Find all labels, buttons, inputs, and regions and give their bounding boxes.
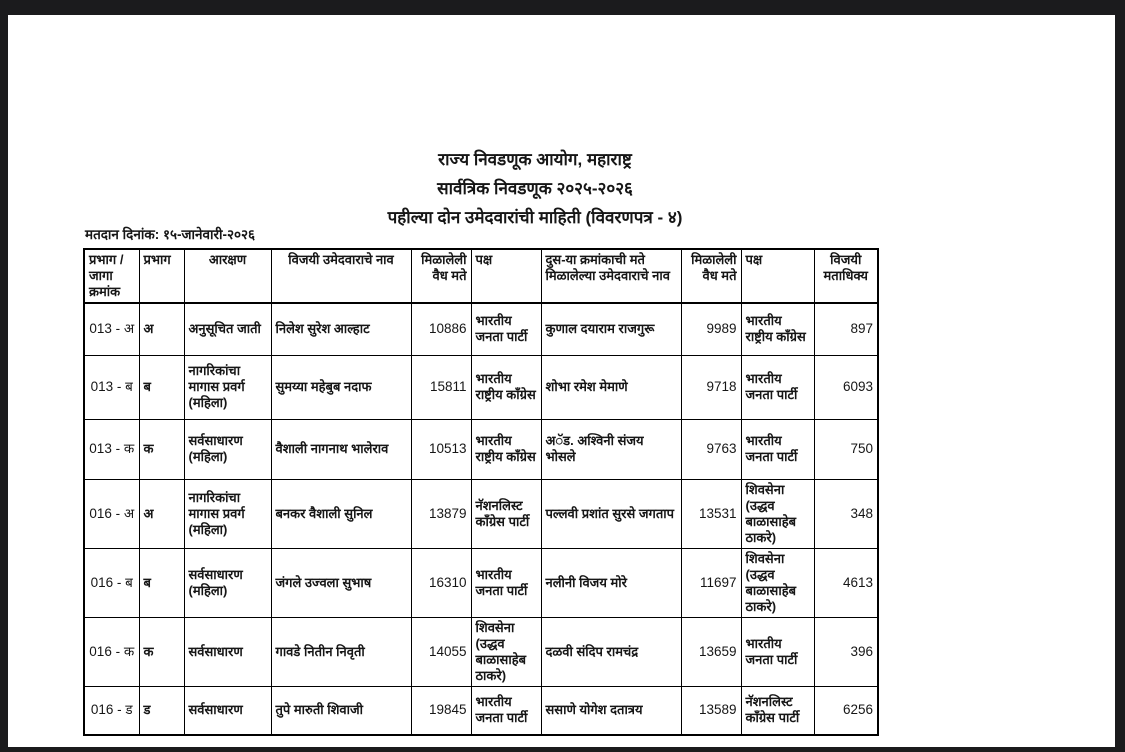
header-runnerup-name: दुस-या क्रमांकाची मते मिळालेल्या उमेदवाराचे नाव xyxy=(541,249,681,303)
cell-reservation: नागरिकांचा मागास प्रवर्ग (महिला) xyxy=(184,355,271,419)
header-ward-seat-no: प्रभाग / जागा क्रमांक xyxy=(84,249,139,303)
cell-ward: ड xyxy=(139,686,184,735)
header-ward: प्रभाग xyxy=(139,249,184,303)
cell-victory-margin: 897 xyxy=(814,303,878,355)
cell-winner-name: निलेश सुरेश आल्हाट xyxy=(271,303,411,355)
header-victory-margin: विजयी मताधिक्य xyxy=(814,249,878,303)
polling-date: मतदान दिनांक: १५-जानेवारी-२०२६ xyxy=(85,227,256,242)
cell-victory-margin: 4613 xyxy=(814,548,878,617)
cell-runnerup-votes: 13531 xyxy=(681,479,741,548)
table-header-row xyxy=(84,249,878,303)
table-row xyxy=(84,617,878,686)
cell-reservation: सर्वसाधारण xyxy=(184,686,271,735)
table-row xyxy=(84,686,878,735)
cell-winner-party: भारतीय जनता पार्टी xyxy=(471,548,541,617)
cell-winner-votes: 10513 xyxy=(411,419,471,479)
cell-ward: अ xyxy=(139,479,184,548)
cell-runnerup-party: भारतीय जनता पार्टी xyxy=(741,355,814,419)
cell-winner-votes: 19845 xyxy=(411,686,471,735)
cell-winner-votes: 13879 xyxy=(411,479,471,548)
cell-winner-votes: 15811 xyxy=(411,355,471,419)
cell-reservation: सर्वसाधारण (महिला) xyxy=(184,419,271,479)
header-winner-votes: मिळालेली वैध मते xyxy=(411,249,471,303)
cell-ward: अ xyxy=(139,303,184,355)
title-statement: पहील्या दोन उमेदवारांची माहिती (विवरणपत्र - ४) xyxy=(387,208,683,227)
cell-winner-party: शिवसेना (उद्धव बाळासाहेब ठाकरे) xyxy=(471,617,541,686)
cell-runnerup-party: भारतीय राष्ट्रीय काँग्रेस xyxy=(741,303,814,355)
cell-winner-votes: 16310 xyxy=(411,548,471,617)
cell-runnerup-votes: 13659 xyxy=(681,617,741,686)
cell-runnerup-party: नॅशनलिस्ट काँग्रेस पार्टी xyxy=(741,686,814,735)
cell-runnerup-party: भारतीय जनता पार्टी xyxy=(741,419,814,479)
cell-winner-party: भारतीय राष्ट्रीय काँग्रेस xyxy=(471,355,541,419)
cell-victory-margin: 348 xyxy=(814,479,878,548)
cell-winner-votes: 10886 xyxy=(411,303,471,355)
cell-victory-margin: 396 xyxy=(814,617,878,686)
cell-runnerup-name: नलीनी विजय मोरे xyxy=(541,548,681,617)
table-row xyxy=(84,303,878,355)
cell-reservation: अनुसूचित जाती xyxy=(184,303,271,355)
cell-runnerup-votes: 9718 xyxy=(681,355,741,419)
cell-winner-party: भारतीय जनता पार्टी xyxy=(471,303,541,355)
cell-runnerup-name: कुणाल दयाराम राजगुरू xyxy=(541,303,681,355)
cell-ward-seat-no: 016 - ड xyxy=(84,686,139,735)
cell-runnerup-party: शिवसेना (उद्धव बाळासाहेब ठाकरे) xyxy=(741,548,814,617)
cell-ward: ब xyxy=(139,355,184,419)
header-runnerup-party: पक्ष xyxy=(741,249,814,303)
cell-winner-votes: 14055 xyxy=(411,617,471,686)
cell-ward-seat-no: 016 - ब xyxy=(84,548,139,617)
cell-runnerup-name: अॅड. अश्विनी संजय भोसले xyxy=(541,419,681,479)
header-winner-name: विजयी उमेदवाराचे नाव xyxy=(271,249,411,303)
cell-winner-name: गावडे नितीन निवृती xyxy=(271,617,411,686)
header-reservation: आरक्षण xyxy=(184,249,271,303)
cell-winner-name: बनकर वैशाली सुनिल xyxy=(271,479,411,548)
cell-runnerup-party: भारतीय जनता पार्टी xyxy=(741,617,814,686)
cell-ward-seat-no: 016 - अ xyxy=(84,479,139,548)
cell-victory-margin: 6256 xyxy=(814,686,878,735)
cell-runnerup-name: ससाणे योगेश दतात्रय xyxy=(541,686,681,735)
table-row xyxy=(84,419,878,479)
cell-ward: क xyxy=(139,617,184,686)
cell-winner-name: सुमय्या महेबुब नदाफ xyxy=(271,355,411,419)
cell-winner-name: जंगले उज्वला सुभाष xyxy=(271,548,411,617)
cell-runnerup-votes: 9763 xyxy=(681,419,741,479)
table-row xyxy=(84,548,878,617)
cell-winner-party: नॅशनलिस्ट काँग्रेस पार्टी xyxy=(471,479,541,548)
cell-runnerup-votes: 11697 xyxy=(681,548,741,617)
cell-ward-seat-no: 013 - ब xyxy=(84,355,139,419)
cell-reservation: सर्वसाधारण xyxy=(184,617,271,686)
title-commission: राज्य निवडणूक आयोग, महाराष्ट्र xyxy=(438,150,632,169)
cell-victory-margin: 6093 xyxy=(814,355,878,419)
cell-ward-seat-no: 013 - क xyxy=(84,419,139,479)
table-row xyxy=(84,355,878,419)
cell-winner-name: तुपे मारुती शिवाजी xyxy=(271,686,411,735)
cell-runnerup-name: पल्लवी प्रशांत सुरसे जगताप xyxy=(541,479,681,548)
cell-runnerup-name: दळवी संदिप रामचंद्र xyxy=(541,617,681,686)
cell-winner-party: भारतीय राष्ट्रीय काँग्रेस xyxy=(471,419,541,479)
results-table xyxy=(83,248,879,736)
cell-runnerup-votes: 13589 xyxy=(681,686,741,735)
cell-ward: क xyxy=(139,419,184,479)
table-row xyxy=(84,479,878,548)
title-election: सार्वत्रिक निवडणूक २०२५-२०२६ xyxy=(437,179,633,198)
cell-runnerup-name: शोभा रमेश मेमाणे xyxy=(541,355,681,419)
cell-runnerup-votes: 9989 xyxy=(681,303,741,355)
cell-winner-name: वैशाली नागनाथ भालेराव xyxy=(271,419,411,479)
header-winner-party: पक्ष xyxy=(471,249,541,303)
cell-ward-seat-no: 016 - क xyxy=(84,617,139,686)
cell-reservation: सर्वसाधारण (महिला) xyxy=(184,548,271,617)
document-title-block xyxy=(83,145,987,232)
cell-reservation: नागरिकांचा मागास प्रवर्ग (महिला) xyxy=(184,479,271,548)
cell-victory-margin: 750 xyxy=(814,419,878,479)
cell-winner-party: भारतीय जनता पार्टी xyxy=(471,686,541,735)
cell-ward-seat-no: 013 - अ xyxy=(84,303,139,355)
cell-runnerup-party: शिवसेना (उद्धव बाळासाहेब ठाकरे) xyxy=(741,479,814,548)
cell-ward: ब xyxy=(139,548,184,617)
document-page xyxy=(8,15,1115,747)
header-runnerup-votes: मिळालेली वैध मते xyxy=(681,249,741,303)
